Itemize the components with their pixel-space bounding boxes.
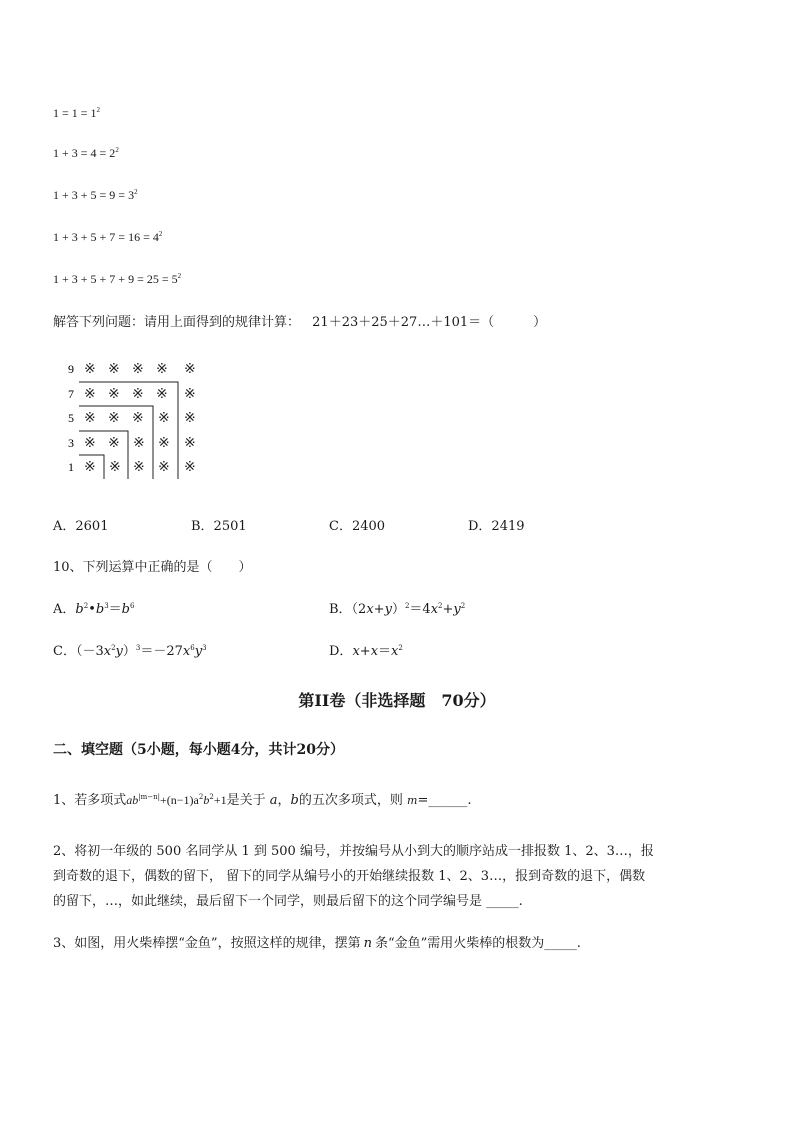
exponent: |m−n| (138, 793, 161, 801)
var-x: x (352, 644, 360, 659)
plus-symbol: + (373, 602, 385, 617)
grid-mark: ※ (84, 386, 96, 402)
exponent: 2 (158, 230, 163, 238)
exponent: 3 (104, 602, 109, 610)
grid-mark: ※ (108, 361, 120, 377)
q10-option-a[interactable] (53, 598, 134, 617)
q9-prompt-text: 解答下列问题：请用上面得到的规律计算： (53, 315, 301, 330)
q10-option-c[interactable] (53, 640, 207, 659)
exponent: 6 (190, 644, 195, 652)
var-n: n (363, 936, 372, 951)
var-x: x (370, 644, 379, 659)
grid-mark: ※ (133, 459, 145, 475)
exponent: 3 (135, 644, 141, 652)
var-b: b (75, 602, 84, 617)
grid-mark: ※ (108, 386, 120, 402)
equation-text: 1 = 1 = 1 (53, 106, 97, 120)
q9-option-d[interactable]: D．2419 (468, 519, 525, 534)
odd-square-figure (62, 357, 212, 482)
exponent: 2 (96, 106, 101, 114)
equals-symbol: ＝ (108, 602, 122, 617)
option-prefix: D． (329, 644, 353, 659)
var-y: y (384, 602, 392, 617)
close-paren: ） (391, 602, 405, 617)
fill3-post: 条“金鱼”需用火柴棒的根数为_____. (374, 936, 581, 951)
exponent: 2 (404, 602, 410, 610)
option-prefix: C．（－3 (53, 644, 104, 659)
grid-mark: ※ (156, 361, 168, 377)
var-a: a (269, 793, 278, 808)
q10-stem: 10、下列运算中正确的是（ ） (53, 560, 252, 575)
var-x: x (103, 644, 112, 659)
grid-mark: ※ (84, 361, 96, 377)
fill-question-2-line-1: 2、将初一年级的 500 名同学从 1 到 500 编号，并按编号从小到大的顺序站成一排报数 1、2、3…，报 (53, 844, 654, 859)
fill-question-2-line-2: 到奇数的退下，偶数的留下， 留下的同学从编号小的开始继续报数 1、2、3…，报到奇数的退下，偶数 (53, 869, 646, 884)
exponent: 2 (438, 602, 443, 610)
dot-symbol: • (88, 602, 96, 617)
var-x: x (182, 644, 191, 659)
equation-1 (53, 106, 100, 121)
equals-part: ＝－27 (140, 644, 183, 659)
term: b (203, 793, 210, 807)
equation-text: 1 + 3 = 4 = 2 (53, 146, 116, 160)
equation-2 (53, 146, 119, 161)
q9-prompt (53, 311, 546, 330)
grid-marks (84, 361, 196, 475)
grid-mark: ※ (132, 386, 144, 402)
fill-question-2-line-3: 的留下，…，如此继续，最后留下一个同学，则最后留下的这个同学编号是 _____. (53, 894, 523, 909)
grid-mark: ※ (184, 361, 196, 377)
grid-mark: ※ (184, 459, 196, 475)
row-number: 1 (68, 460, 74, 474)
fill-question-1 (53, 789, 471, 808)
var-b: b (121, 602, 130, 617)
exponent: 2 (460, 602, 466, 610)
equation-text: 1 + 3 + 5 = 9 = 3 (53, 188, 135, 202)
section2-title: 二、填空题（5小题，每小题4分，共计20分） (53, 742, 344, 758)
var-x: x (391, 644, 399, 659)
q9-expression: 21＋23＋25＋27…＋101＝（ ） (312, 315, 547, 330)
exponent: 2 (177, 272, 182, 280)
q10-option-d[interactable] (329, 640, 403, 659)
var-b: b (95, 602, 105, 617)
grid-mark: ※ (133, 435, 145, 451)
grid-mark: ※ (158, 459, 170, 475)
grid-mark: ※ (158, 435, 170, 451)
term: +(n−1)a (160, 793, 199, 807)
equals-symbol: ＝ (378, 644, 392, 659)
var-m: m (407, 794, 418, 807)
grid-mark: ※ (132, 410, 144, 426)
equation-text: 1 + 3 + 5 + 7 = 16 = 4 (53, 230, 159, 244)
row-number: 5 (68, 411, 74, 425)
q9-option-a[interactable]: A．2601 (53, 519, 109, 534)
fill1-post: 的五次多项式，则 (298, 793, 403, 808)
grid-mark: ※ (184, 386, 196, 402)
row-number: 7 (68, 387, 74, 401)
exponent: 2 (134, 188, 138, 196)
grid-mark: ※ (84, 459, 96, 475)
var-y: y (194, 644, 203, 659)
exponent: 2 (115, 146, 119, 154)
term: ab (126, 793, 139, 807)
grid-mark: ※ (84, 435, 96, 451)
option-prefix: A． (53, 602, 76, 617)
plus-symbol: + (359, 644, 371, 659)
exponent: 3 (202, 644, 207, 652)
exponent: 2 (398, 644, 403, 652)
exponent: 6 (130, 602, 135, 610)
equation-4 (53, 230, 162, 245)
var-x: x (430, 602, 439, 617)
var-y: y (115, 644, 123, 659)
var-b: b (290, 793, 299, 808)
plus-symbol: + (442, 602, 454, 617)
grid-mark: ※ (84, 410, 96, 426)
answer-blank[interactable]: =______. (417, 793, 472, 808)
option-prefix: B．（2 (329, 602, 367, 617)
equals-part: ＝4 (409, 602, 431, 617)
equation-5 (53, 272, 181, 287)
exponent: 2 (83, 602, 89, 610)
part2-title: 第II卷（非选择题 70分） (298, 691, 496, 710)
exponent: 2 (111, 644, 116, 652)
close-paren: ） (122, 644, 136, 659)
fill1-pre: 1、若多项式 (53, 793, 127, 808)
exponent: 2 (209, 793, 214, 801)
grid-mark: ※ (156, 386, 168, 402)
grid-mark: ※ (108, 435, 120, 451)
term: +1 (213, 793, 227, 807)
fill-question-3 (53, 932, 581, 951)
grid-mark: ※ (132, 361, 144, 377)
var-x: x (366, 602, 374, 617)
comma: ， (277, 793, 291, 808)
q9-option-c[interactable]: C．2400 (329, 519, 386, 534)
fill3-pre: 3、如图，用火柴棒摆“金鱼”，按照这样的规律，摆第 (53, 936, 361, 951)
grid-mark: ※ (108, 410, 120, 426)
equation-text: 1 + 3 + 5 + 7 + 9 = 25 = 5 (53, 272, 178, 286)
grid-mark: ※ (184, 435, 196, 451)
fill1-mid: 是关于 (226, 793, 266, 808)
grid-mark: ※ (158, 410, 170, 426)
var-y: y (453, 602, 461, 617)
grid-mark: ※ (184, 410, 196, 426)
row-number: 9 (68, 362, 74, 376)
grid-mark: ※ (109, 459, 121, 475)
equation-3 (53, 188, 138, 203)
exponent: 2 (198, 793, 204, 801)
q9-option-b[interactable]: B．2501 (191, 519, 247, 534)
row-number: 3 (68, 436, 74, 450)
q10-option-b[interactable] (329, 598, 465, 617)
